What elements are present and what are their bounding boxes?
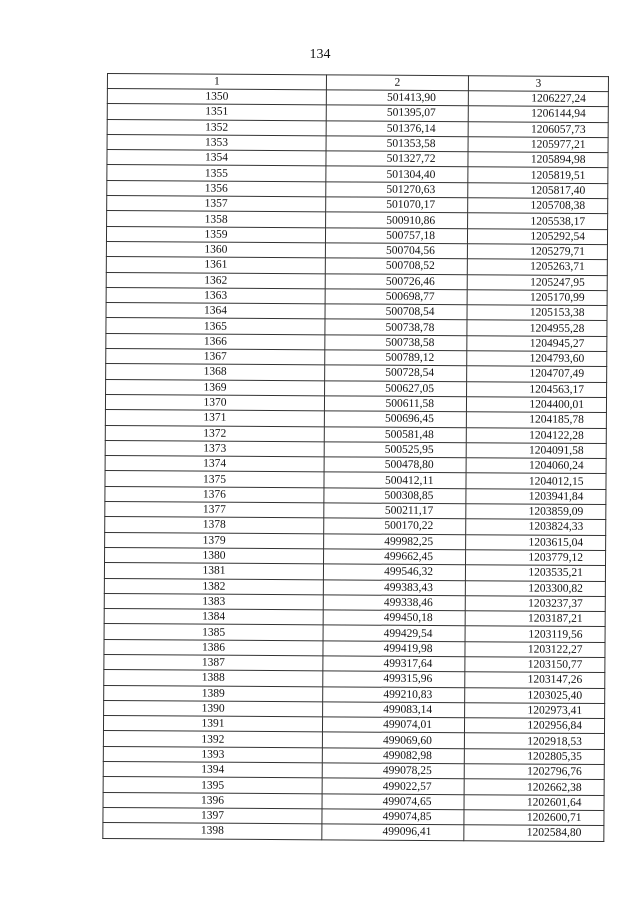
point-number-cell: 1390: [104, 700, 323, 717]
x-coordinate-cell: 500581,48: [324, 426, 466, 442]
y-coordinate-cell: 1202662,38: [464, 779, 604, 795]
x-coordinate-cell: 500308,85: [324, 488, 466, 504]
y-coordinate-cell: 1203300,82: [465, 580, 605, 596]
point-number-cell: 1370: [105, 394, 324, 411]
x-coordinate-cell: 500704,56: [325, 243, 467, 259]
x-coordinate-cell: 500726,46: [325, 273, 467, 289]
x-coordinate-cell: 499210,83: [323, 686, 465, 702]
x-coordinate-cell: 501353,58: [326, 136, 468, 152]
y-coordinate-cell: 1203779,12: [466, 550, 606, 566]
point-number-cell: 1357: [107, 196, 326, 213]
point-number-cell: 1381: [104, 563, 323, 580]
point-number-cell: 1359: [106, 226, 325, 243]
x-coordinate-cell: 501327,72: [326, 151, 468, 167]
y-coordinate-cell: 1205819,51: [468, 167, 608, 183]
y-coordinate-cell: 1203025,40: [465, 687, 605, 703]
point-number-cell: 1391: [103, 716, 322, 733]
point-number-cell: 1350: [107, 89, 326, 106]
x-coordinate-cell: 501376,14: [326, 120, 468, 136]
x-coordinate-cell: 500211,17: [324, 503, 466, 519]
coordinates-table: [102, 73, 609, 842]
point-number-cell: 1386: [104, 639, 323, 656]
y-coordinate-cell: 1203535,21: [465, 565, 605, 581]
y-coordinate-cell: 1206057,73: [468, 121, 608, 137]
x-coordinate-cell: 499082,98: [322, 748, 464, 764]
point-number-cell: 1378: [105, 517, 324, 534]
y-coordinate-cell: 1202918,53: [464, 733, 604, 749]
x-coordinate-cell: 499083,14: [323, 702, 465, 718]
y-coordinate-cell: 1202956,84: [464, 718, 604, 734]
table-row: [103, 823, 604, 841]
y-coordinate-cell: 1203187,21: [465, 611, 605, 627]
point-number-cell: 1373: [105, 440, 324, 457]
y-coordinate-cell: 1203122,27: [465, 641, 605, 657]
x-coordinate-cell: 499074,65: [322, 793, 464, 809]
point-number-cell: 1374: [105, 456, 324, 473]
point-number-cell: 1358: [107, 211, 326, 228]
coordinates-table-container: [102, 73, 608, 842]
y-coordinate-cell: 1202600,71: [464, 810, 604, 826]
x-coordinate-cell: 499069,60: [322, 732, 464, 748]
y-coordinate-cell: 1206144,94: [468, 106, 608, 122]
point-number-cell: 1394: [103, 762, 322, 779]
y-coordinate-cell: 1205817,40: [468, 182, 608, 198]
y-coordinate-cell: 1203941,84: [466, 488, 606, 504]
x-coordinate-cell: 499317,64: [323, 656, 465, 672]
x-coordinate-cell: 499338,46: [323, 595, 465, 611]
point-number-cell: 1376: [105, 486, 324, 503]
point-number-cell: 1382: [104, 578, 323, 595]
y-coordinate-cell: 1205708,38: [468, 198, 608, 214]
point-number-cell: 1398: [103, 823, 322, 840]
x-coordinate-cell: 499429,54: [323, 625, 465, 641]
y-coordinate-cell: 1202796,76: [464, 764, 604, 780]
x-coordinate-cell: 500412,11: [324, 472, 466, 488]
y-coordinate-cell: 1203119,56: [465, 626, 605, 642]
y-coordinate-cell: 1204563,17: [467, 381, 607, 397]
x-coordinate-cell: 500708,54: [325, 304, 467, 320]
point-number-cell: 1395: [103, 777, 322, 794]
y-coordinate-cell: 1202805,35: [464, 748, 604, 764]
y-coordinate-cell: 1203824,33: [466, 519, 606, 535]
point-number-cell: 1369: [106, 379, 325, 396]
y-coordinate-cell: 1204400,01: [466, 397, 606, 413]
point-number-cell: 1367: [106, 349, 325, 366]
y-coordinate-cell: 1202973,41: [465, 703, 605, 719]
point-number-cell: 1371: [105, 410, 324, 427]
x-coordinate-cell: 500170,22: [324, 518, 466, 534]
point-number-cell: 1361: [106, 257, 325, 274]
y-coordinate-cell: 1203859,09: [466, 504, 606, 520]
x-coordinate-cell: 501395,07: [326, 105, 468, 121]
point-number-cell: 1389: [104, 685, 323, 702]
y-coordinate-cell: 1204012,15: [466, 473, 606, 489]
point-number-cell: 1380: [105, 547, 324, 564]
point-number-cell: 1393: [103, 746, 322, 763]
y-coordinate-cell: 1205279,71: [467, 244, 607, 260]
point-number-cell: 1392: [103, 731, 322, 748]
point-number-cell: 1353: [107, 134, 326, 151]
y-coordinate-cell: 1205263,71: [467, 259, 607, 275]
x-coordinate-cell: 499078,25: [322, 763, 464, 779]
point-number-cell: 1365: [106, 318, 325, 335]
y-coordinate-cell: 1204955,28: [467, 320, 607, 336]
x-coordinate-cell: 499383,43: [323, 579, 465, 595]
x-coordinate-cell: 499022,57: [322, 778, 464, 794]
x-coordinate-cell: 500789,12: [325, 350, 467, 366]
y-coordinate-cell: 1205153,38: [467, 305, 607, 321]
y-coordinate-cell: 1203150,77: [465, 657, 605, 673]
point-number-cell: 1352: [107, 119, 326, 136]
x-coordinate-cell: 499662,45: [324, 549, 466, 565]
point-number-cell: 1396: [103, 792, 322, 809]
point-number-cell: 1384: [104, 609, 323, 626]
y-coordinate-cell: 1205894,98: [468, 152, 608, 168]
x-coordinate-cell: 499982,25: [324, 533, 466, 549]
x-coordinate-cell: 500910,86: [326, 212, 468, 228]
point-number-cell: 1383: [104, 593, 323, 610]
point-number-cell: 1363: [106, 287, 325, 304]
point-number-cell: 1387: [104, 654, 323, 671]
point-number-cell: 1362: [106, 272, 325, 289]
x-coordinate-cell: 499074,01: [322, 717, 464, 733]
point-number-cell: 1354: [107, 150, 326, 167]
x-coordinate-cell: 499096,41: [322, 824, 464, 840]
column-header-3: 3: [468, 76, 608, 92]
y-coordinate-cell: 1204122,28: [466, 427, 606, 443]
y-coordinate-cell: 1203237,37: [465, 595, 605, 611]
y-coordinate-cell: 1205977,21: [468, 137, 608, 153]
x-coordinate-cell: 499074,85: [322, 809, 464, 825]
y-coordinate-cell: 1202584,80: [464, 825, 604, 841]
x-coordinate-cell: 501270,63: [326, 182, 468, 198]
point-number-cell: 1356: [107, 180, 326, 197]
x-coordinate-cell: 500696,45: [324, 411, 466, 427]
x-coordinate-cell: 500611,58: [324, 396, 466, 412]
point-number-cell: 1368: [106, 364, 325, 381]
point-number-cell: 1385: [104, 624, 323, 641]
y-coordinate-cell: 1204793,60: [467, 351, 607, 367]
y-coordinate-cell: 1204060,24: [466, 458, 606, 474]
point-number-cell: 1377: [105, 502, 324, 519]
y-coordinate-cell: 1206227,24: [468, 91, 608, 107]
x-coordinate-cell: 500738,78: [325, 319, 467, 335]
x-coordinate-cell: 500728,54: [325, 365, 467, 381]
x-coordinate-cell: 500738,58: [325, 335, 467, 351]
x-coordinate-cell: 501304,40: [326, 166, 468, 182]
y-coordinate-cell: 1203147,26: [465, 672, 605, 688]
point-number-cell: 1360: [106, 241, 325, 258]
y-coordinate-cell: 1203615,04: [466, 534, 606, 550]
y-coordinate-cell: 1205247,95: [467, 274, 607, 290]
y-coordinate-cell: 1205538,17: [468, 213, 608, 229]
y-coordinate-cell: 1205170,99: [467, 290, 607, 306]
x-coordinate-cell: 499419,98: [323, 641, 465, 657]
x-coordinate-cell: 501070,17: [326, 197, 468, 213]
page-number: 134: [309, 47, 331, 62]
x-coordinate-cell: 500627,05: [325, 380, 467, 396]
x-coordinate-cell: 499546,32: [323, 564, 465, 580]
y-coordinate-cell: 1202601,64: [464, 794, 604, 810]
x-coordinate-cell: 500525,95: [324, 442, 466, 458]
point-number-cell: 1379: [105, 532, 324, 549]
point-number-cell: 1372: [105, 425, 324, 442]
point-number-cell: 1355: [107, 165, 326, 182]
x-coordinate-cell: 499315,96: [323, 671, 465, 687]
y-coordinate-cell: 1205292,54: [467, 228, 607, 244]
y-coordinate-cell: 1204091,58: [466, 443, 606, 459]
x-coordinate-cell: 499450,18: [323, 610, 465, 626]
point-number-cell: 1364: [106, 303, 325, 320]
point-number-cell: 1397: [103, 807, 322, 824]
y-coordinate-cell: 1204945,27: [467, 335, 607, 351]
y-coordinate-cell: 1204707,49: [467, 366, 607, 382]
point-number-cell: 1351: [107, 104, 326, 121]
column-header-1: 1: [107, 74, 326, 90]
point-number-cell: 1366: [106, 333, 325, 350]
x-coordinate-cell: 500698,77: [325, 289, 467, 305]
x-coordinate-cell: 501413,90: [326, 90, 468, 106]
point-number-cell: 1388: [104, 670, 323, 687]
y-coordinate-cell: 1204185,78: [466, 412, 606, 428]
x-coordinate-cell: 500757,18: [325, 228, 467, 244]
x-coordinate-cell: 500478,80: [324, 457, 466, 473]
x-coordinate-cell: 500708,52: [325, 258, 467, 274]
column-header-2: 2: [326, 75, 468, 91]
point-number-cell: 1375: [105, 471, 324, 488]
